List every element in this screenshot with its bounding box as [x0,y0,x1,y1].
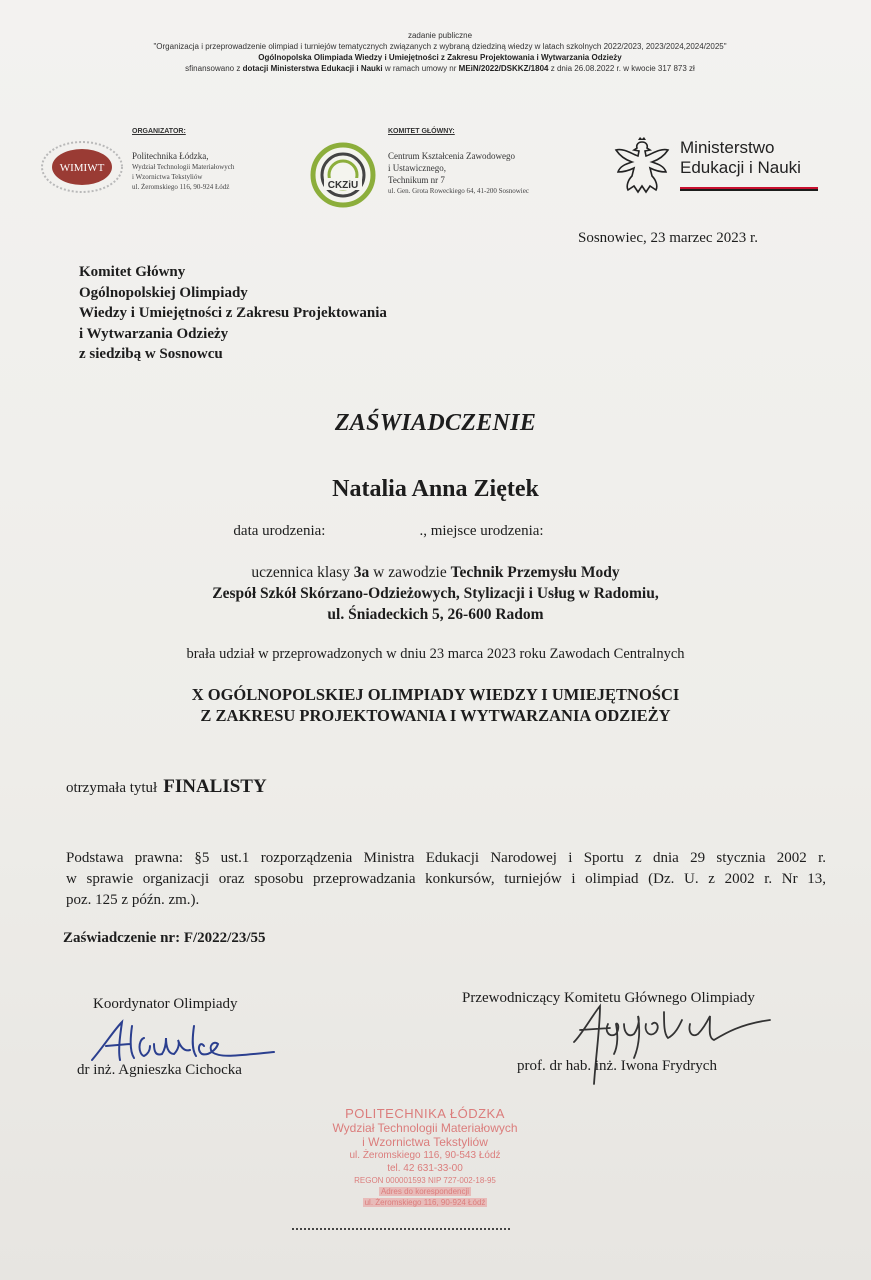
university-stamp [300,1106,550,1208]
birth-place-label: ., miejsce urodzenia: [419,523,544,539]
addressee-line: Komitet Główny [79,264,186,280]
organizer-name: Politechnika Łódzka, [132,151,209,161]
school-line-1: uczennica klasy 3a w zawodzie Technik Przemysłu Mody [251,564,620,581]
chair-role: Przewodniczący Komitetu Głównego Olimpiady [462,990,755,1006]
school-line-2: Zespół Szkół Skórzano-Odzieżowych, Stylizacji i Usług w Radomiu, [212,585,659,602]
svg-text:WIMIWT: WIMIWT [59,162,105,174]
chair-signature-icon [560,994,780,1090]
chair-name: prof. dr hab. inż. Iwona Frydrych [517,1058,717,1074]
stamp-line: ul. Żeromskiego 116, 90-924 Łódź [364,1198,486,1207]
stamp-line: Adres do korespondencji [380,1187,470,1196]
legal-basis: Podstawa prawna: §5 ust.1 rozporządzenia Ministra Edukacji Narodowej i Sportu z dnia 29 stycznia 2002 r. w sprawie organizacji oraz sposobu przeprowadzania konkursów, turniejów i olimpiad (Dz. U. z 2002 r. Nr 13, poz. 125 z późn. zm.). [66,850,826,908]
header-line-1: zadanie publiczne [407,31,473,40]
organizer-caption: ORGANIZATOR: [132,128,186,135]
committee-line-2: i Ustawicznego, [388,163,446,173]
addressee-line: Ogólnopolskiej Olimpiady [79,284,248,301]
addressee-line: Wiedzy i Umiejętności z Zakresu Projektowania [79,305,387,321]
coordinator-role: Koordynator Olimpiady [93,996,238,1012]
ministry-color-bar [680,187,818,191]
birth-info [0,523,871,540]
organizer-address: ul. Żeromskiego 116, 90-924 Łódź [132,183,230,191]
header-line-3: Ogólnopolska Olimpiada Wiedzy i Umiejętności z Zakresu Projektowania i Wytwarzania Odzieży [258,53,622,62]
committee-line-1: Centrum Kształcenia Zawodowego [388,151,515,161]
school-line-3: ul. Śniadeckich 5, 26-600 Radom [327,606,544,623]
participation-text: brała udział w przeprowadzonych w dniu 23 marca 2023 roku Zawodach Centralnych [186,646,685,662]
coordinator-name: dr inż. Agnieszka Cichocka [77,1062,242,1078]
birth-date-label: data urodzenia: [233,523,326,539]
student-name: Natalia Anna Ziętek [332,476,539,502]
committee-address: ul. Gen. Grota Roweckiego 64, 41-200 Sosnowiec [388,187,529,195]
organizer-dept-2: i Wzornictwa Tekstyliów [132,173,203,181]
committee-line-3: Technikum nr 7 [388,175,445,185]
stamp-line: Wydział Technologii Materiałowych [332,1121,518,1135]
ckziu-logo-icon [310,142,376,208]
header-line-2: "Organizacja i przeprowadzenie olimpiad i turniejów tematycznych związanych z wybraną dziedziną wiedzy w latach szkolnych 2022/2023, 2023/2024,2024/2025" [153,42,727,51]
organizer-dept-1: Wydział Technologii Materiałowych [132,163,235,171]
document-title: ZAŚWIADCZENIE [334,410,537,436]
award-value: FINALISTY [163,776,267,797]
stamp-line: POLITECHNIKA ŁÓDZKA [345,1106,505,1121]
addressee-line: z siedzibą w Sosnowcu [79,346,223,362]
committee-info [388,150,529,196]
olympiad-name: X OGÓLNOPOLSKIEJ OLIMPIADY WIEDZY I UMIEJĘTNOŚCI Z ZAKRESU PROJEKTOWANIA I WYTWARZANIA ODZIEŻY [191,685,680,725]
header-line-4: sfinansowano z dotacji Ministerstwa Edukacji i Nauki w ramach umowy nr MEiN/2022/DSKKZ/1804 z dnia 26.08.2022 r. w kwocie 317 873 zł [185,64,695,73]
svg-text:CKZiU: CKZiU [327,180,359,191]
funding-header [60,30,820,74]
ministry-name: Ministerstwo Edukacji i Nauki [680,138,801,177]
stamp-line: i Wzornictwa Tekstyliów [362,1135,488,1149]
eagle-emblem-icon [612,136,672,198]
certificate-number: Zaświadczenie nr: F/2022/23/55 [63,930,266,946]
dotted-line [292,1228,510,1230]
committee-caption: KOMITET GŁÓWNY: [388,128,455,135]
stamp-line: REGON 000001593 NIP 727-002-18-95 [354,1176,496,1185]
stamp-line: ul. Żeromskiego 116, 90-543 Łódź [349,1150,501,1161]
addressee-line: i Wytwarzania Odzieży [79,325,229,342]
wimiwt-logo-icon [40,140,124,194]
school-info [0,562,871,625]
award-label: otrzymała tytuł [66,780,158,796]
award-line [66,776,267,798]
stamp-line: tel. 42 631-33-00 [387,1163,463,1174]
document-date: Sosnowiec, 23 marzec 2023 r. [578,230,758,246]
addressee-block [79,262,387,365]
organizer-info [132,150,234,192]
